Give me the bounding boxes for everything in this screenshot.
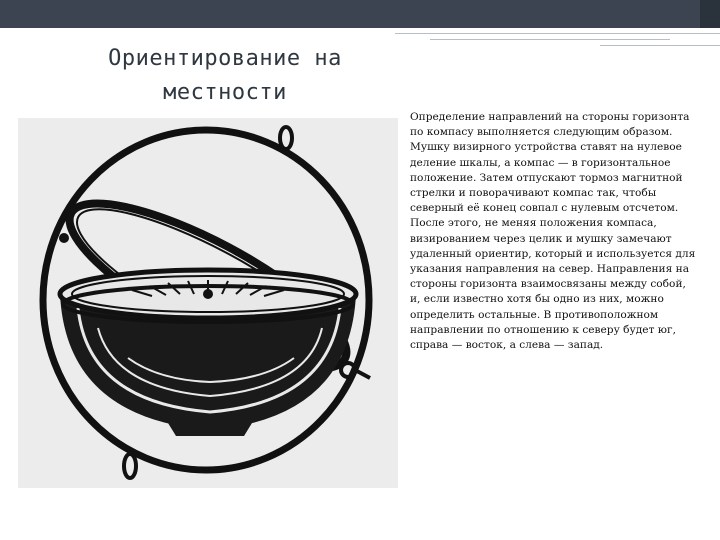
slide-title: Ориентирование на местности	[108, 46, 342, 105]
top-bar-accent	[700, 0, 720, 28]
decorative-line	[395, 33, 720, 34]
slide-body-text: Определение направлений на стороны горизонта по компасу выполняется следующим образом. Мушку визирного устройства ставят на нулевое деление шкалы, а компас — в горизонтальное положение. Затем отпускают тормоз магнитной стрелки и поворачивают компас так, чтобы северный её конец совпал с нулевым отсчетом. После этого, не меняя положения компаса, визированием через целик и мушку замечают удаленный ориентир, который и используется для указания направления на север. Направления на стороны горизонта взаимосвязаны между собой, и, если известно хотя бы одно из них, можно определить остальные. В противоположном направлении по отношению к северу будет юг, справа — восток, а слева — запад.	[410, 111, 696, 352]
decorative-line	[600, 45, 720, 46]
top-bar	[0, 0, 720, 28]
decorative-line	[430, 39, 670, 40]
compass-illustration	[18, 118, 398, 488]
